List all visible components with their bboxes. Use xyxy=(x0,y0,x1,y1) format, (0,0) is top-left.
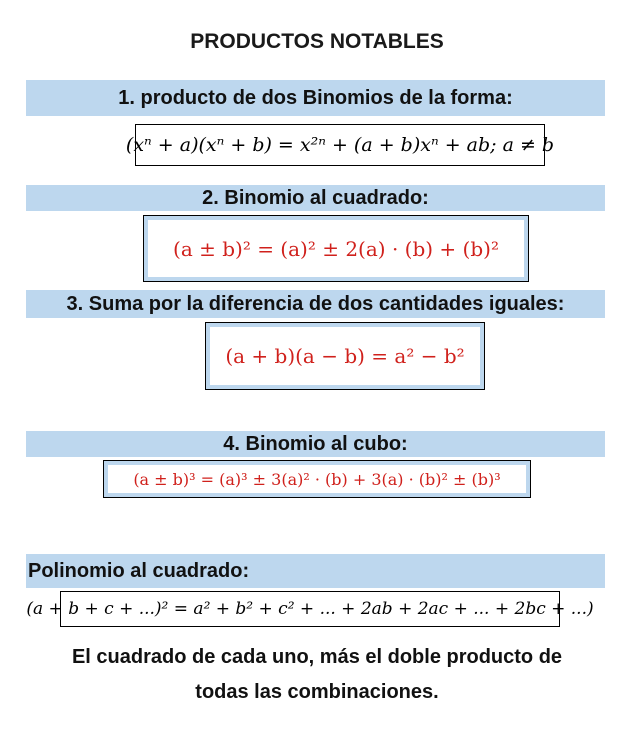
section-4-formula-box xyxy=(103,460,531,498)
section-2-formula-box xyxy=(143,215,529,282)
section-1-formula-box xyxy=(125,124,555,166)
section-2-heading: 2. Binomio al cuadrado: xyxy=(26,185,605,211)
page-title: PRODUCTOS NOTABLES xyxy=(190,30,444,53)
section-1-heading: 1. producto de dos Binomios de la forma: xyxy=(26,80,605,116)
note-line-2: todas las combinaciones. xyxy=(195,681,439,703)
section-1-formula: (xⁿ + a)(xⁿ + b) = x²ⁿ + (a + b)xⁿ + ab; a ≠ b xyxy=(125,134,555,156)
section-3-heading: 3. Suma por la diferencia de dos cantidades iguales: xyxy=(26,290,605,318)
section-4-heading: 4. Binomio al cubo: xyxy=(26,431,605,457)
section-3-formula-box xyxy=(205,322,485,390)
section-5-formula-box xyxy=(26,591,594,627)
section-5-formula: (a + b + c + ...)² = a² + b² + c² + ... + 2ab + 2ac + ... + 2bc + ...) xyxy=(26,599,594,619)
section-5-heading: Polinomio al cuadrado: xyxy=(26,554,605,588)
section-2-formula: (a ± b)² = (a)² ± 2(a) · (b) + (b)² xyxy=(173,236,499,261)
section-3-formula: (a + b)(a − b) = a² − b² xyxy=(225,344,465,368)
note-line-1: El cuadrado de cada uno, más el doble producto de xyxy=(71,646,563,668)
section-4-formula: (a ± b)³ = (a)³ ± 3(a)² · (b) + 3(a) · (b)² ± (b)³ xyxy=(133,469,501,489)
